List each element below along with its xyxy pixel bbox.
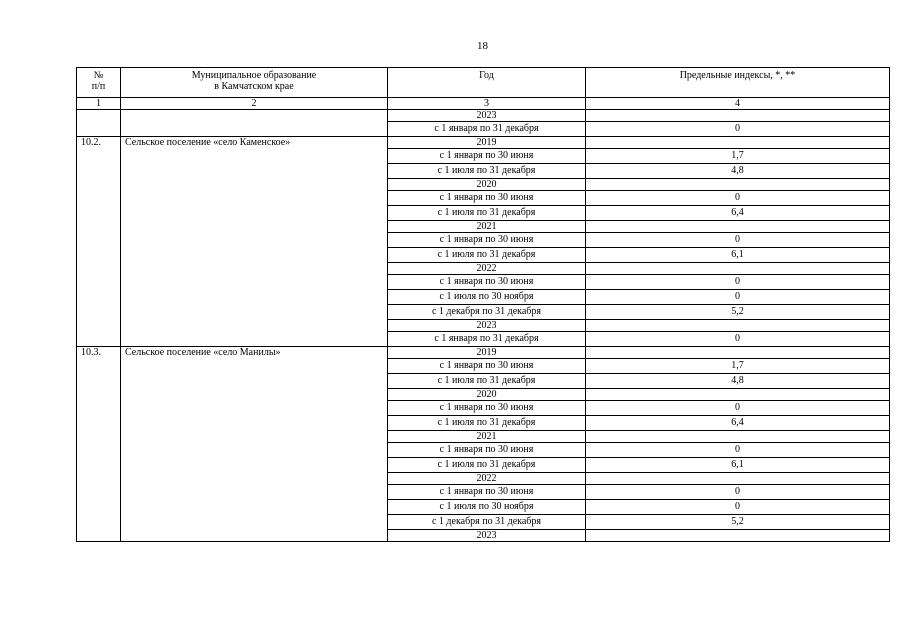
page-number: 18	[477, 40, 488, 52]
period-cell: 2020	[388, 179, 586, 191]
tariff-index-table	[76, 67, 890, 542]
period-cell: с 1 июля по 31 декабря	[388, 164, 586, 179]
index-value-cell: 0	[586, 500, 890, 515]
period-cell: с 1 января по 31 декабря	[388, 332, 586, 347]
period-cell: 2019	[388, 137, 586, 149]
index-value-cell: 0	[586, 485, 890, 500]
period-cell: с 1 января по 31 декабря	[388, 122, 586, 137]
index-value-cell: 4,8	[586, 374, 890, 389]
period-cell: с 1 января по 30 июня	[388, 191, 586, 206]
index-value-cell: 5,2	[586, 305, 890, 320]
period-cell: с 1 июля по 30 ноября	[388, 290, 586, 305]
index-value-cell: 0	[586, 332, 890, 347]
index-value-cell: 6,1	[586, 248, 890, 263]
column-header-text: Муниципальное образование	[191, 70, 317, 81]
period-cell: с 1 декабря по 31 декабря	[388, 515, 586, 530]
index-value-cell: 1,7	[586, 359, 890, 374]
period-cell: с 1 января по 30 июня	[388, 149, 586, 164]
table-row	[77, 347, 890, 359]
index-value-cell	[586, 530, 890, 542]
index-value-cell	[586, 137, 890, 149]
period-cell: с 1 июля по 31 декабря	[388, 206, 586, 221]
index-value-cell	[586, 110, 890, 122]
index-value-cell	[586, 473, 890, 485]
period-cell: 2021	[388, 431, 586, 443]
index-value-cell	[586, 179, 890, 191]
index-value-cell: 1,7	[586, 149, 890, 164]
index-value-cell	[586, 320, 890, 332]
index-value-cell: 6,1	[586, 458, 890, 473]
municipality-cell: Сельское поселение «село Манилы»	[121, 347, 388, 542]
period-cell: 2019	[388, 347, 586, 359]
period-cell: с 1 июля по 31 декабря	[388, 416, 586, 431]
column-header-text: Год	[479, 70, 494, 81]
column-number: 2	[121, 98, 388, 110]
column-header	[121, 68, 388, 98]
period-cell: с 1 января по 30 июня	[388, 401, 586, 416]
period-cell: с 1 июля по 31 декабря	[388, 374, 586, 389]
index-value-cell	[586, 389, 890, 401]
row-number-cell: 10.3.	[77, 347, 121, 542]
column-header	[388, 68, 586, 98]
period-cell: с 1 июля по 30 ноября	[388, 500, 586, 515]
index-value-cell: 5,2	[586, 515, 890, 530]
period-cell: с 1 января по 30 июня	[388, 275, 586, 290]
period-cell: 2023	[388, 110, 586, 122]
column-header-text: Предельные индексы, *, **	[679, 70, 796, 81]
period-cell: 2023	[388, 530, 586, 542]
index-value-cell: 0	[586, 401, 890, 416]
index-value-cell: 0	[586, 191, 890, 206]
row-number-cell	[77, 110, 121, 137]
index-value-cell: 0	[586, 290, 890, 305]
period-cell: с 1 июля по 31 декабря	[388, 458, 586, 473]
index-value-cell	[586, 263, 890, 275]
period-cell: 2020	[388, 389, 586, 401]
column-header-text: в Камчатском крае	[214, 81, 294, 92]
index-value-cell: 6,4	[586, 206, 890, 221]
period-cell: с 1 января по 30 июня	[388, 359, 586, 374]
municipality-cell: Сельское поселение «село Каменское»	[121, 137, 388, 347]
period-cell: 2022	[388, 473, 586, 485]
index-value-cell: 0	[586, 275, 890, 290]
period-cell: с 1 июля по 31 декабря	[388, 248, 586, 263]
period-cell: 2022	[388, 263, 586, 275]
column-number: 3	[388, 98, 586, 110]
table-row	[77, 137, 890, 149]
column-number: 1	[77, 98, 121, 110]
index-value-cell	[586, 221, 890, 233]
period-cell: с 1 декабря по 31 декабря	[388, 305, 586, 320]
row-number-cell: 10.2.	[77, 137, 121, 347]
table-row	[77, 110, 890, 122]
column-header-text: №	[93, 70, 104, 81]
column-header	[77, 68, 121, 98]
period-cell: с 1 января по 30 июня	[388, 233, 586, 248]
column-header-text: п/п	[91, 81, 106, 92]
index-value-cell: 0	[586, 233, 890, 248]
index-value-cell: 6,4	[586, 416, 890, 431]
index-value-cell	[586, 347, 890, 359]
column-number-row	[77, 98, 890, 110]
column-number: 4	[586, 98, 890, 110]
period-cell: 2023	[388, 320, 586, 332]
period-cell: 2021	[388, 221, 586, 233]
index-value-cell	[586, 431, 890, 443]
index-value-cell: 0	[586, 443, 890, 458]
index-value-cell: 4,8	[586, 164, 890, 179]
period-cell: с 1 января по 30 июня	[388, 443, 586, 458]
table-header-row	[77, 68, 890, 98]
column-header	[586, 68, 890, 98]
municipality-cell	[121, 110, 388, 137]
index-value-cell: 0	[586, 122, 890, 137]
period-cell: с 1 января по 30 июня	[388, 485, 586, 500]
